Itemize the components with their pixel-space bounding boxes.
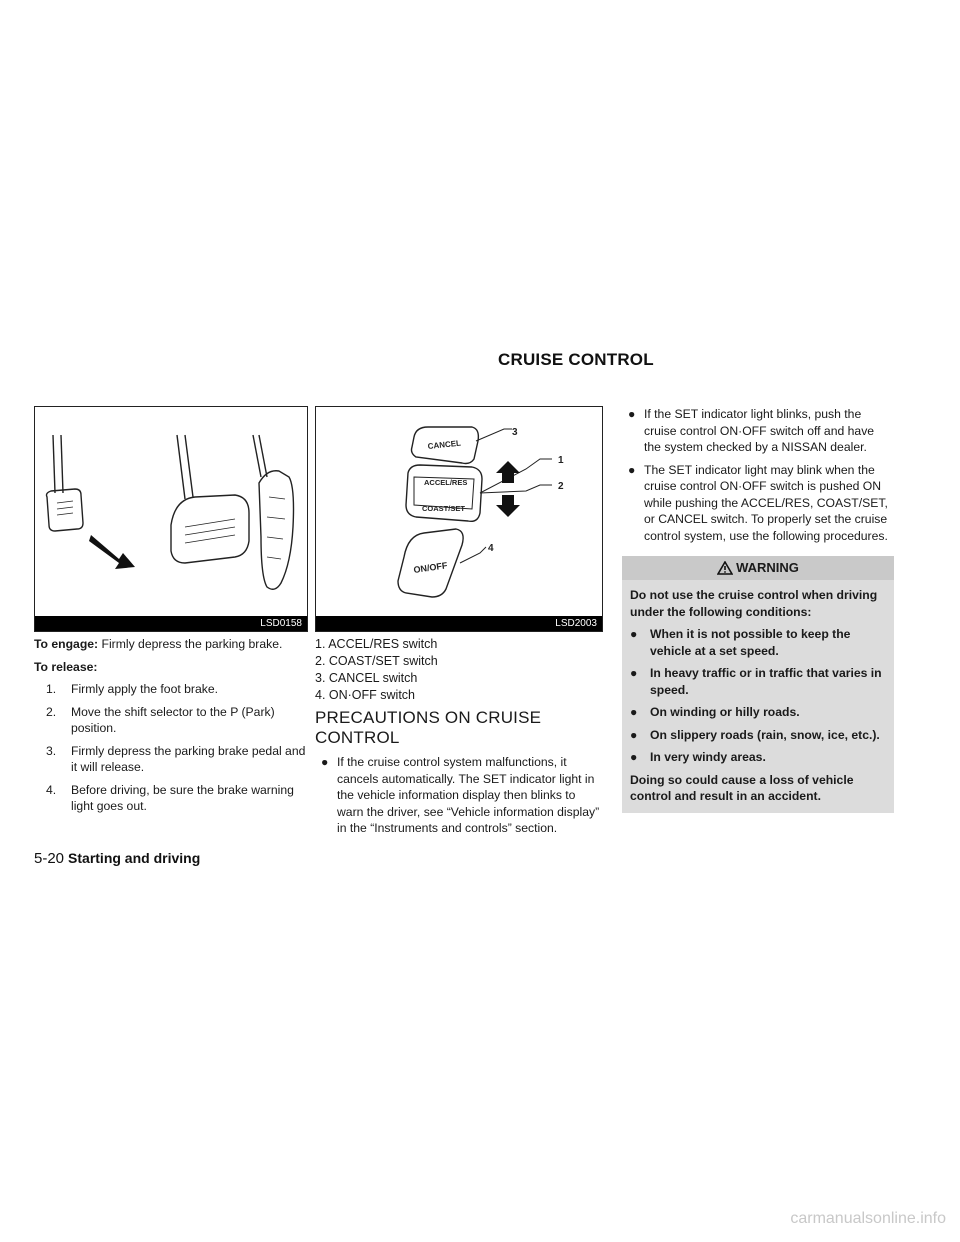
chapter-name: Starting and driving [68, 850, 201, 866]
warning-item: ● In very windy areas. [630, 750, 766, 764]
page-number: 5-20 [34, 850, 65, 867]
warning-item: ● In heavy traffic or in traffic that varies in speed. [630, 666, 882, 697]
right-column [622, 406, 894, 813]
coast-label: COAST/SET [422, 504, 465, 513]
bullet-icon: ● [628, 462, 636, 477]
bullet-icon: ● [628, 407, 636, 421]
warning-box [622, 556, 894, 813]
callout-item: 4. ON·OFF switch [315, 688, 416, 702]
figure-caption-middle: LSD2003 [316, 616, 602, 631]
warning-title: WARNING [736, 559, 799, 575]
release-label: To release: [34, 659, 98, 674]
bullet-item: ● If the SET indicator light blinks, push the cruise control ON·OFF switch off and have the system checked by a NISSAN dealer. [628, 407, 875, 454]
callout-2: 2 [558, 481, 564, 492]
engage-label: To engage: [34, 637, 99, 651]
warning-closing: Doing so could cause a loss of vehicle control and result in an accident. [630, 772, 854, 803]
section-title: CRUISE CONTROL [498, 350, 654, 369]
warning-intro: Do not use the cruise control when driving under the following conditions: [630, 588, 878, 619]
bullet-item: ● The SET indicator light may blink when the cruise control ON·OFF switch is pushed ON while pushing the ACCEL/RES, COAST/SET, or CANCEL switch. To properly set the cruise control system, use the following procedures. [628, 462, 888, 543]
release-step: 2. Move the shift selector to the P (Park) position. [46, 704, 275, 735]
engage-paragraph [34, 636, 306, 653]
bullet-icon: ● [630, 627, 638, 641]
release-steps [34, 681, 306, 815]
left-column [34, 636, 306, 821]
bullet-icon: ● [630, 705, 638, 719]
callout-item: 3. CANCEL switch [315, 671, 418, 685]
cruise-switch-figure [315, 406, 603, 632]
callout-item: 2. COAST/SET switch [315, 654, 438, 668]
cancel-label: CANCEL [427, 438, 462, 451]
figure-caption-left: LSD0158 [35, 616, 307, 631]
bullet-icon: ● [321, 755, 329, 769]
warning-triangle-icon [717, 561, 733, 575]
precautions-bullets [315, 754, 601, 837]
callout-item: 1. ACCEL/RES switch [315, 637, 438, 651]
warning-item: ● On winding or hilly roads. [630, 705, 800, 719]
callout-3: 3 [512, 427, 518, 438]
figure-callout-list [315, 636, 601, 704]
accel-label: ACCEL/RES [424, 478, 468, 487]
set-indicator-bullets [622, 406, 894, 544]
callout-1: 1 [558, 455, 564, 466]
release-step: 3. Firmly depress the parking brake pedal and it will release. [46, 743, 306, 774]
engage-text: Firmly depress the parking brake. [101, 637, 283, 651]
bullet-item: ● If the cruise control system malfunctions, it cancels automatically. The SET indicator light in the vehicle information display then blinks to warn the driver, see “Vehicle information display” in the “Instruments and controls” section. [321, 755, 600, 835]
warning-item: ● On slippery roads (rain, snow, ice, etc.). [630, 727, 880, 742]
callout-4: 4 [488, 543, 494, 554]
parking-brake-figure [34, 406, 308, 632]
page-footer [34, 850, 200, 867]
release-step: 1. Firmly apply the foot brake. [46, 682, 218, 696]
middle-column [315, 636, 601, 843]
bullet-icon: ● [630, 727, 638, 742]
watermark: carmanualsonline.info [790, 1210, 946, 1227]
release-step: 4. Before driving, be sure the brake warning light goes out. [46, 782, 294, 813]
warning-conditions [630, 626, 886, 766]
precautions-heading: PRECAUTIONS ON CRUISE CONTROL [315, 708, 542, 747]
onoff-label: ON/OFF [412, 560, 448, 575]
parking-brake-illustration [35, 407, 307, 615]
cruise-switch-illustration [316, 407, 602, 615]
bullet-icon: ● [630, 666, 638, 680]
bullet-icon: ● [630, 750, 638, 764]
warning-header [622, 556, 894, 580]
warning-body [622, 580, 894, 813]
warning-item: ● When it is not possible to keep the vehicle at a set speed. [630, 627, 851, 658]
